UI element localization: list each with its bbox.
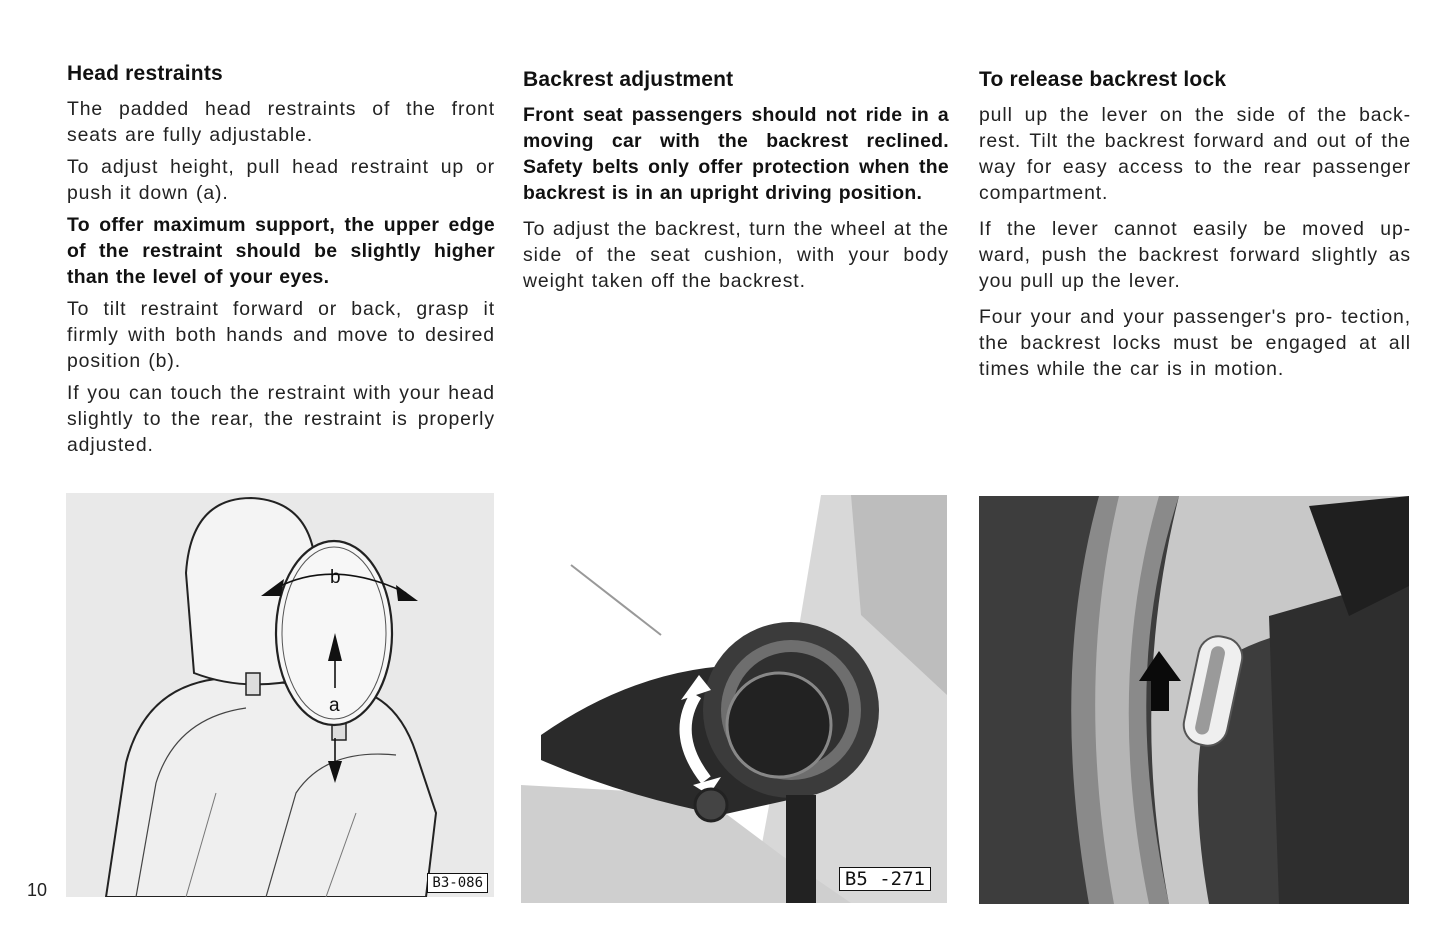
paragraph: To tilt restraint forward or back, grasp it firmly with both hands and move to desired position (b). xyxy=(67,298,495,372)
figure-head-restraint xyxy=(66,493,494,897)
figure-code: B3-086 xyxy=(427,873,488,893)
heading-backrest-adjustment: Backrest adjustment xyxy=(523,68,734,91)
section-release-lock xyxy=(979,68,1411,388)
head-restraint-illustration xyxy=(66,493,494,897)
paragraph-bold: Front seat passengers should not ride in a moving car with the backrest reclined. Safety belts only offer protection when the backrest is in an upright driving position. xyxy=(523,104,949,204)
page-number: 10 xyxy=(27,880,48,900)
backrest-wheel-photo xyxy=(521,495,947,903)
section-backrest-adjustment xyxy=(523,68,949,300)
label-b: b xyxy=(330,567,341,588)
paragraph: Four your and your passenger's pro- tection, the backrest locks must be engaged at all times while the car is in motion. xyxy=(979,306,1411,380)
figure-backrest-wheel xyxy=(521,495,947,903)
section-head-restraints xyxy=(67,62,495,464)
paragraph: If the lever cannot easily be moved up- ward, push the backrest forward slightly as you pull up the lever. xyxy=(979,218,1411,292)
heading-release-lock: To release backrest lock xyxy=(979,68,1227,91)
figure-code: B5 -271 xyxy=(839,867,931,891)
paragraph: The padded head restraints of the front seats are fully adjustable. xyxy=(67,98,495,146)
paragraph: pull up the lever on the side of the back- rest. Tilt the backrest forward and out of the way for easy access to the rear passenger compartment. xyxy=(979,104,1411,204)
figure-backrest-lock xyxy=(979,496,1409,904)
backrest-lock-photo xyxy=(979,496,1409,904)
label-a: a xyxy=(329,695,340,716)
heading-head-restraints: Head restraints xyxy=(67,62,223,85)
paragraph-bold: To offer maximum support, the upper edge of the restraint should be slightly higher than the level of your eyes. xyxy=(67,214,495,288)
paragraph: To adjust the backrest, turn the wheel at the side of the seat cushion, with your body weight taken off the backrest. xyxy=(523,218,949,292)
paragraph: To adjust height, pull head restraint up or push it down (a). xyxy=(67,156,495,204)
paragraph: If you can touch the restraint with your head slightly to the rear, the restraint is properly adjusted. xyxy=(67,382,495,456)
